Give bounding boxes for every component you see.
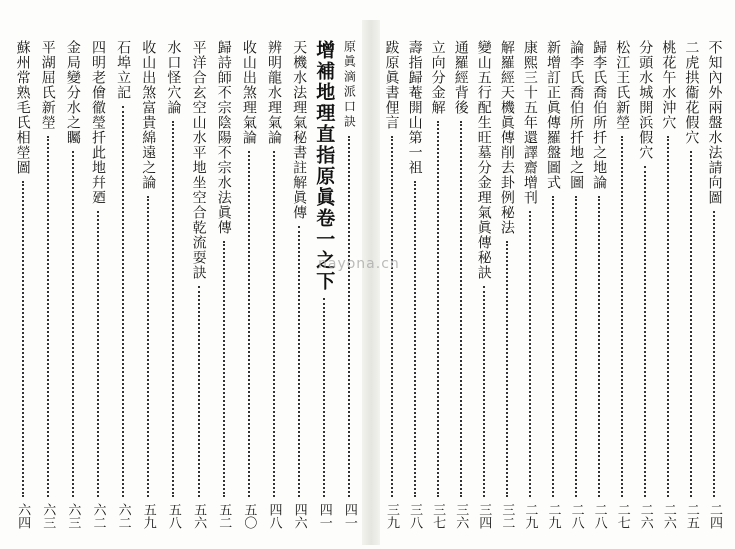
toc-entry-title: 原眞滴派口訣 bbox=[342, 40, 357, 130]
toc-page-number: 六三 bbox=[40, 503, 56, 529]
toc-page-number: 六三 bbox=[65, 503, 81, 529]
toc-entry bbox=[380, 30, 403, 539]
toc-entry bbox=[541, 30, 564, 539]
toc-entry-title: 變山五行配生旺墓分金理氣眞傳秘訣 bbox=[475, 40, 492, 280]
toc-page-number: 二六 bbox=[637, 503, 653, 529]
toc-entry bbox=[10, 30, 35, 539]
toc-entry-title: 四明老儈徹瑩扦此地幷廼 bbox=[89, 40, 106, 205]
toc-page-number: 六四 bbox=[15, 503, 31, 529]
right-page bbox=[380, 30, 726, 539]
toc-page-number: 五六 bbox=[191, 503, 207, 529]
toc-leader-dots bbox=[223, 241, 227, 497]
toc-leader-dots bbox=[248, 151, 252, 497]
toc-page-number: 五二 bbox=[216, 503, 232, 529]
toc-entry-title: 跋原眞書俚言 bbox=[383, 40, 400, 130]
toc-page-number: 二八 bbox=[568, 503, 584, 529]
toc-page-number: 四八 bbox=[266, 503, 282, 529]
toc-page-number: 四一 bbox=[316, 503, 332, 529]
toc-leader-dots bbox=[414, 181, 418, 497]
toc-entry-title: 桃花午水沖穴 bbox=[660, 40, 677, 130]
toc-entry bbox=[211, 30, 236, 539]
toc-page-number: 二九 bbox=[545, 503, 561, 529]
toc-entry-title: 天機水法理氣秘書註解眞傳 bbox=[291, 40, 308, 220]
toc-entry bbox=[518, 30, 541, 539]
toc-entry bbox=[403, 30, 426, 539]
left-page bbox=[10, 30, 362, 539]
toc-page-number: 二六 bbox=[660, 503, 676, 529]
toc-entry-title: 新增訂正眞傳羅盤圖式 bbox=[544, 40, 561, 190]
toc-leader-dots bbox=[598, 196, 602, 497]
toc-leader-dots bbox=[72, 151, 76, 497]
toc-page-number: 三二 bbox=[499, 503, 515, 529]
toc-entry-title: 增補地理直指原眞卷一之下 bbox=[313, 40, 336, 292]
toc-page-number: 三七 bbox=[430, 503, 446, 529]
toc-entry bbox=[426, 30, 449, 539]
toc-entry bbox=[35, 30, 60, 539]
toc-page-number: 二八 bbox=[591, 503, 607, 529]
toc-leader-dots bbox=[713, 211, 717, 497]
toc-page-number: 三八 bbox=[407, 503, 423, 529]
toc-entry-title: 松江王氏新塋 bbox=[614, 40, 631, 130]
toc-leader-dots bbox=[273, 151, 277, 497]
toc-page-number: 六二 bbox=[115, 503, 131, 529]
toc-leader-dots bbox=[122, 106, 126, 497]
toc-leader-dots bbox=[552, 196, 556, 497]
toc-entry bbox=[703, 30, 726, 539]
toc-leader-dots bbox=[298, 226, 302, 497]
toc-entry-title: 平湖屈氏新塋 bbox=[39, 40, 56, 130]
toc-leader-dots bbox=[391, 136, 395, 497]
toc-entry bbox=[337, 30, 362, 539]
toc-entry bbox=[588, 30, 611, 539]
toc-page-number: 二五 bbox=[683, 503, 699, 529]
toc-entry-title: 論李氏喬伯所扦地之圖 bbox=[568, 40, 585, 190]
toc-leader-dots bbox=[460, 121, 464, 497]
toc-page-number: 六二 bbox=[90, 503, 106, 529]
toc-entry bbox=[495, 30, 518, 539]
toc-entry-title: 康熙三十五年還譯齋增刊 bbox=[521, 40, 538, 205]
toc-entry bbox=[287, 30, 312, 539]
toc-entry bbox=[449, 30, 472, 539]
toc-leader-dots bbox=[147, 196, 151, 497]
toc-entry-title: 石埠立記 bbox=[115, 40, 132, 100]
toc-page-number: 三四 bbox=[476, 503, 492, 529]
toc-leader-dots bbox=[323, 298, 327, 497]
toc-page-number: 二九 bbox=[522, 503, 538, 529]
toc-page-number: 五〇 bbox=[241, 503, 257, 529]
toc-entry bbox=[611, 30, 634, 539]
toc-leader-dots bbox=[172, 121, 176, 497]
toc-entry-title: 歸李氏喬伯所扦之地論 bbox=[591, 40, 608, 190]
toc-entry-title: 通羅經背後 bbox=[452, 40, 469, 115]
toc-leader-dots bbox=[198, 286, 202, 497]
toc-leader-dots bbox=[667, 136, 671, 497]
toc-entry-title: 水口怪穴論 bbox=[165, 40, 182, 115]
toc-leader-dots bbox=[644, 166, 648, 497]
toc-page-number: 四一 bbox=[341, 503, 357, 529]
toc-entry bbox=[161, 30, 186, 539]
toc-leader-dots bbox=[506, 241, 510, 497]
toc-entry-title: 二虎拱衞花假穴 bbox=[683, 40, 700, 145]
toc-entry bbox=[657, 30, 680, 539]
toc-entry-title: 歸詩師不宗陰陽不宗水法眞傳 bbox=[215, 40, 232, 235]
toc-page-number: 二七 bbox=[614, 503, 630, 529]
toc-entry-title: 收山出煞理氣論 bbox=[240, 40, 257, 145]
toc-entry bbox=[261, 30, 286, 539]
toc-page-number: 五九 bbox=[140, 503, 156, 529]
toc-entry-title: 金局變分水之矚 bbox=[64, 40, 81, 145]
toc-leader-dots bbox=[621, 136, 625, 497]
toc-entry bbox=[565, 30, 588, 539]
toc-leader-dots bbox=[483, 286, 487, 497]
toc-page-number: 二四 bbox=[706, 503, 722, 529]
toc-leader-dots bbox=[97, 211, 101, 497]
toc-entry bbox=[680, 30, 703, 539]
toc-leader-dots bbox=[22, 181, 26, 497]
toc-entry bbox=[312, 30, 337, 539]
toc-page-number: 三九 bbox=[384, 503, 400, 529]
watermark: nayona.cn bbox=[318, 256, 400, 272]
toc-leader-dots bbox=[690, 151, 694, 497]
toc-entry-title: 不知內外兩盤水法請向圖 bbox=[706, 40, 723, 205]
toc-entry-title: 立向分金解 bbox=[429, 40, 446, 115]
toc-page-number: 三六 bbox=[453, 503, 469, 529]
page-gutter bbox=[362, 20, 380, 545]
toc-page-number: 四六 bbox=[291, 503, 307, 529]
toc-entry-title: 解羅經天機眞傳削去卦例秘法 bbox=[498, 40, 515, 235]
toc-entry bbox=[136, 30, 161, 539]
toc-leader-dots bbox=[348, 136, 352, 497]
toc-entry bbox=[111, 30, 136, 539]
toc-leader-dots bbox=[47, 136, 51, 497]
toc-entry bbox=[186, 30, 211, 539]
toc-entry-title: 平洋合玄空山水平地坐空合乾流耍訣 bbox=[190, 40, 207, 280]
toc-entry-title: 收山出煞富貴綿遠之論 bbox=[140, 40, 157, 190]
toc-leader-dots bbox=[437, 121, 441, 497]
toc-entry bbox=[472, 30, 495, 539]
toc-entry-title: 壽指歸菴開山第一祖 bbox=[406, 40, 423, 175]
toc-entry bbox=[236, 30, 261, 539]
toc-page-number: 五八 bbox=[165, 503, 181, 529]
toc-entry bbox=[634, 30, 657, 539]
toc-leader-dots bbox=[529, 211, 533, 497]
toc-entry-title: 蘇州常熟毛氏相塋圖 bbox=[14, 40, 31, 175]
toc-entry bbox=[60, 30, 85, 539]
toc-entry bbox=[85, 30, 110, 539]
toc-leader-dots bbox=[575, 196, 579, 497]
toc-entry-title: 分頭水城開浜假穴 bbox=[637, 40, 654, 160]
toc-entry-title: 辨明龍水理氣論 bbox=[265, 40, 282, 145]
